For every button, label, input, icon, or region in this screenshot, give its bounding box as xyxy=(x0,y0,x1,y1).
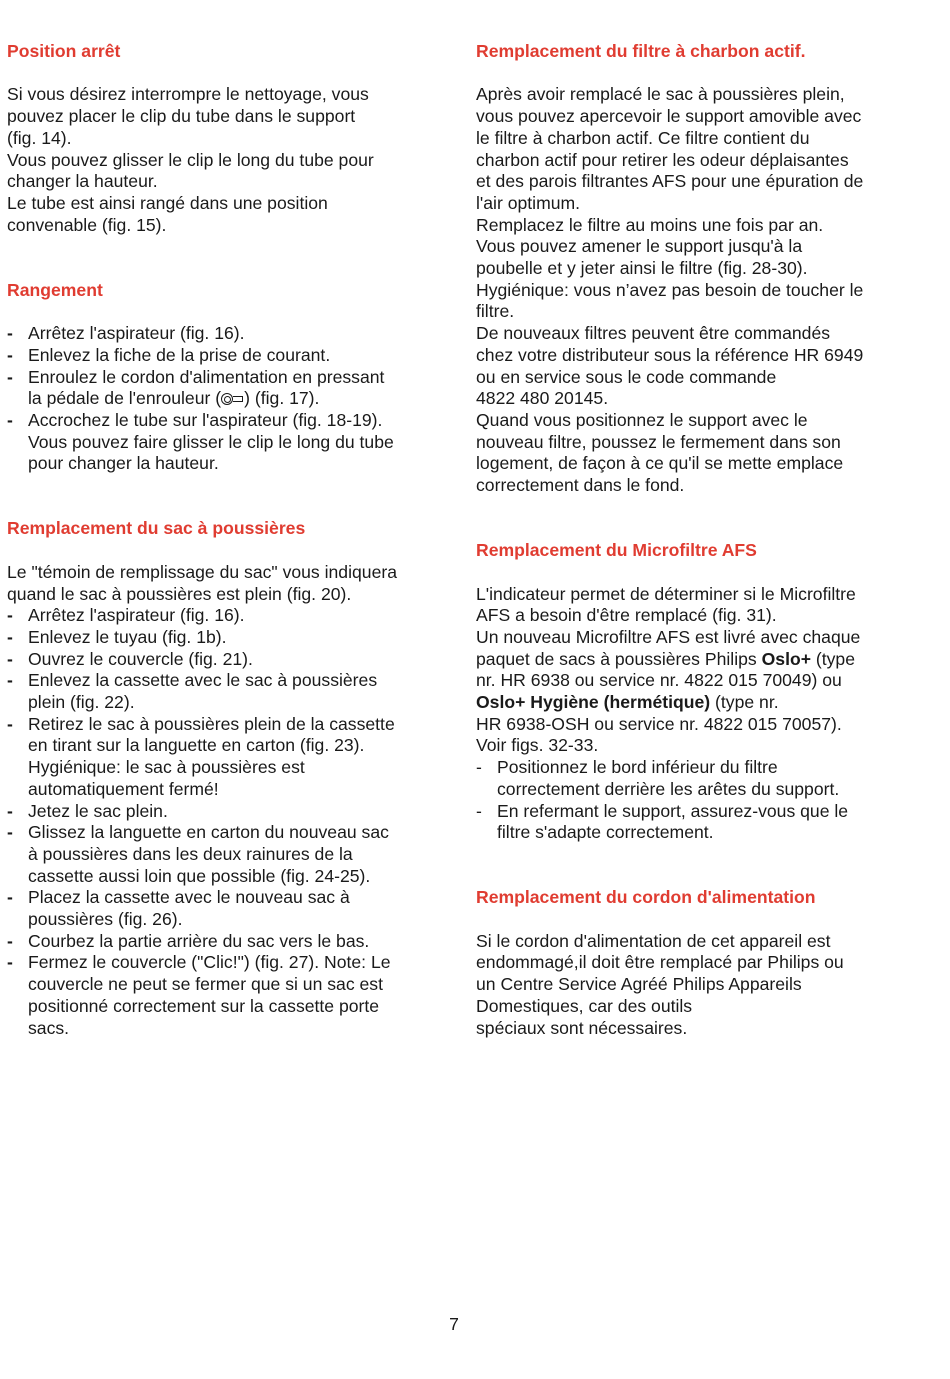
section-title-position-arret: Position arrêt xyxy=(7,41,121,61)
plug-icon xyxy=(233,396,243,402)
section-title-microfiltre: Remplacement du Microfiltre AFS xyxy=(476,540,757,561)
list-item: - Placez la cassette avec le nouveau sac à poussières (fig. 26). xyxy=(7,887,350,930)
microfiltre-list xyxy=(476,757,916,844)
list-item: - Arrêtez l'aspirateur (fig. 16). xyxy=(7,323,245,344)
list-item: - Arrêtez l'aspirateur (fig. 16). xyxy=(7,605,245,626)
position-arret-text: Si vous désirez interrompre le nettoyage, vous pouvez placer le clip du tube dans le support (fig. 14). Vous pouvez glisser le clip le long du tube pour changer la hauteur. Le tube est ainsi rangé dans une position convenable (fig. 15). xyxy=(7,84,374,235)
section-title-sac: Remplacement du sac à poussières xyxy=(7,518,306,539)
charbon-text: Après avoir remplacé le sac à poussières plein, vous pouvez apercevoir le support amovible avec le filtre à charbon actif. Ce filtre contient du charbon actif pour retirer les odeur déplaisantes et des parois filtrantes AFS pour une épuration de l'air optimum. Remplacez le filtre au moins une fois par an. Vous pouvez amener le support jusqu'à la poubelle et y jeter ainsi le filtre (fig. 28-30). Hygiénique: vous n’avez pas besoin de toucher le filtre. De nouveaux filtres peuvent être commandés chez votre distributeur sous la référence HR 6949 ou en service sous le code commande 4822 480 20145. Quand vous positionnez le support avec le nouveau filtre, poussez le fermement dans son logement, de façon à ce qu'il se mette emplace correctement dans le fond. xyxy=(476,84,864,496)
list-item: - Jetez le sac plein. xyxy=(7,800,168,821)
left-column: Position arrêt Si vous désirez interrompre le nettoyage, vous pouvez placer le clip du tube dans le support (fig. 14). Vous pouvez glisser le clip le long du tube pour changer la hauteur. Le tube est ainsi rangé dans une position convenable (fig. 15). Rangement - Arrêtez l'aspirateur (fig. 16). - Enlevez la fiche de la prise de courant. - Enroulez le cordon d'alimentation en pressant la pédale de l'enrouleur ( ) (fig. 17). - Accrochez le tube sur l'aspirateur (fig. 18-19). Vous pouvez faire glisser le clip le long du tube pour changer la hauteur. Remplacement du sac à poussières Le "témoin de remplissage du sac" vous indiquera quand le sac à poussières est plein (fig. 20). - Arrêtez l'aspirateur (fig. 16). - Enlevez le tuyau (fig. 1b). - Ouvrez le couvercle (fig. 21). - Enlevez la cassette avec le sac à poussières plein (fig. 22). - Retirez le sac à poussières plein de la cassette en tirant sur la languette en carton (fig. 23). Hygiénique: le sac à poussières est automatiquement fermé! - Jetez le sac plein. - Glissez la languette en carton du nouveau sac à poussières dans les deux rainures de la cassette aussi loin que possible (fig. 24-25). - Placez la cassette avec le nouveau sac à poussières (fig. 26). - Courbez la partie arrière du sac vers le bas. - Fermez le couvercle ("Clic!") (fig. 27). Note: Le couvercle ne peut se fermer que si un sac est positionné correctement sur la cassette porte sacs. xyxy=(7,41,452,1039)
rangement-list xyxy=(7,323,452,475)
section-title-rangement: Rangement xyxy=(7,279,103,300)
section-title-charbon: Remplacement du filtre à charbon actif. xyxy=(476,41,806,61)
list-item: - Enlevez la cassette avec le sac à poussières plein (fig. 22). xyxy=(7,670,378,713)
list-item: - Retirez le sac à poussières plein de la cassette en tirant sur la languette en carton (fig. 23). Hygiénique: le sac à poussières est automatiquement fermé! xyxy=(7,713,395,799)
cordon-text: Si le cordon d'alimentation de cet appareil est endommagé,il doit être remplacé par Philips ou un Centre Service Agréé Philips Appareils Domestiques, car des outils spéciaux sont nécessaires. xyxy=(476,930,844,1038)
right-column xyxy=(476,41,916,1039)
list-item: - Enlevez la fiche de la prise de courant. xyxy=(7,344,331,365)
list-item: - Enlevez le tuyau (fig. 1b). xyxy=(7,626,227,647)
list-item: - Positionnez le bord inférieur du filtre correctement derrière les arêtes du support. xyxy=(476,757,840,799)
list-item: - Glissez la languette en carton du nouveau sac à poussières dans les deux rainures de la cassette aussi loin que possible (fig. 24-25). xyxy=(7,822,389,886)
list-item: - Fermez le couvercle ("Clic!") (fig. 27). Note: Le couvercle ne peut se fermer que si un sac est positionné correctement sur la cassette porte sacs. xyxy=(7,952,391,1038)
cord-reel-icon xyxy=(221,393,233,405)
list-item: - Courbez la partie arrière du sac vers le bas. xyxy=(7,930,370,951)
list-item: - Enroulez le cordon d'alimentation en pressant la pédale de l'enrouleur ( ) (fig. 17). xyxy=(7,366,385,409)
list-item: - Ouvrez le couvercle (fig. 21). xyxy=(7,648,253,669)
sac-list xyxy=(7,605,452,1039)
section-title-cordon: Remplacement du cordon d'alimentation xyxy=(476,887,816,908)
microfiltre-text: L'indicateur permet de déterminer si le Microfiltre AFS a besoin d'être remplacé (fig. 31). Un nouveau Microfiltre AFS est livré avec chaque paquet de sacs à poussières Philips Oslo+ (type nr. HR 6938 ou service nr. 4822 015 70049) ou Oslo+ Hygiène (hermétique) (type nr. HR 6938-OSH ou service nr. 4822 015 70057). Voir figs. 32-33. xyxy=(476,583,861,756)
list-item: - En refermant le support, assurez-vous que le filtre s'adapte correctement. xyxy=(476,800,849,843)
list-item: - Accrochez le tube sur l'aspirateur (fig. 18-19). Vous pouvez faire glisser le clip le long du tube pour changer la hauteur. xyxy=(7,409,394,474)
page-number: 7 xyxy=(449,1314,459,1334)
